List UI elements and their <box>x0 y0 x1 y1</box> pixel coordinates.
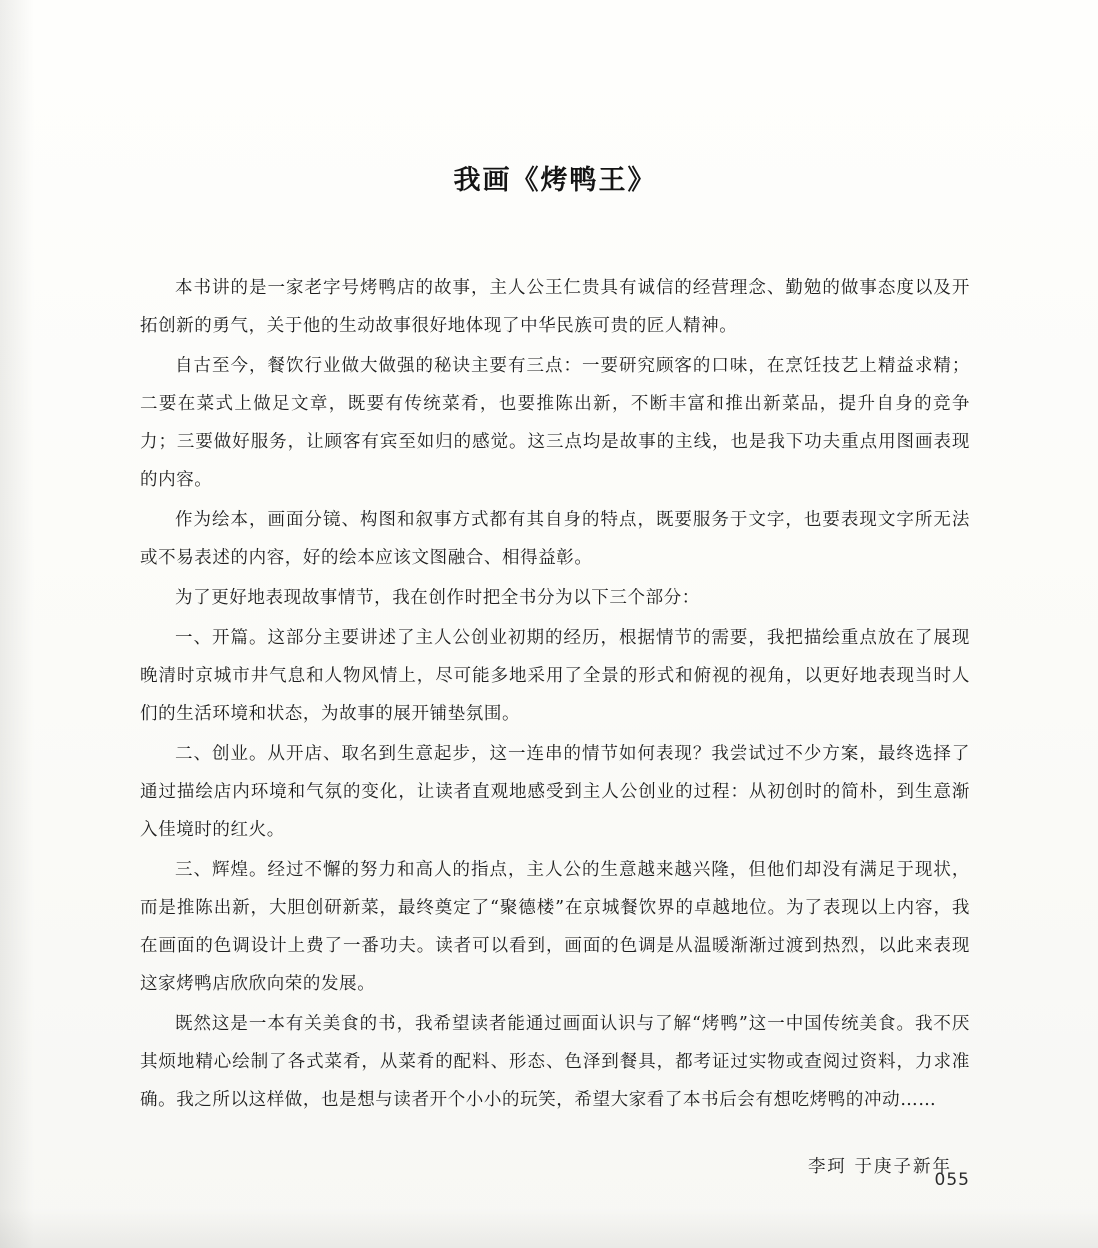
paragraph: 既然这是一本有关美食的书，我希望读者能通过画面认识与了解“烤鸭”这一中国传统美食。我不厌其烦地精心绘制了各式菜肴，从菜肴的配料、形态、色泽到餐具，都考证过实物或查阅过资料，力求准确。我之所以这样做，也是想与读者开个小小的玩笑，希望大家看了本书后会有想吃烤鸭的冲动…… <box>140 1014 970 1110</box>
paragraph: 本书讲的是一家老字号烤鸭店的故事，主人公王仁贵具有诚信的经营理念、勤勉的做事态度以及开拓创新的勇气，关于他的生动故事很好地体现了中华民族可贵的匠人精神。 <box>140 278 970 336</box>
paragraph: 为了更好地表现故事情节，我在创作时把全书分为以下三个部分： <box>175 588 700 608</box>
page-number: 055 <box>934 1170 970 1190</box>
paragraph: 三、辉煌。经过不懈的努力和高人的指点，主人公的生意越来越兴隆，但他们却没有满足于现状，而是推陈出新，大胆创研新菜，最终奠定了“聚德楼”在京城餐饮界的卓越地位。为了表现以上内容，我在画面的色调设计上费了一番功夫。读者可以看到，画面的色调是从温暖渐渐过渡到热烈，以此来表现这家烤鸭店欣欣向荣的发展。 <box>140 860 970 994</box>
page-edge-shadow-left <box>0 0 34 1248</box>
paragraph: 二、创业。从开店、取名到生意起步，这一连串的情节如何表现？我尝试过不少方案，最终选择了通过描绘店内环境和气氛的变化，让读者直观地感受到主人公创业的过程：从初创时的简朴，到生意渐入佳境时的红火。 <box>140 744 970 840</box>
paragraph: 一、开篇。这部分主要讲述了主人公创业初期的经历，根据情节的需要，我把描绘重点放在了展现晚清时京城市井气息和人物风情上，尽可能多地采用了全景的形式和俯视的视角，以更好地表现当时人们的生活环境和状态，为故事的展开铺垫氛围。 <box>140 628 970 724</box>
paragraph: 自古至今，餐饮行业做大做强的秘诀主要有三点：一要研究顾客的口味，在烹饪技艺上精益求精；二要在菜式上做足文章，既要有传统菜肴，也要推陈出新，不断丰富和推出新菜品，提升自身的竞争力；三要做好服务，让顾客有宾至如归的感觉。这三点均是故事的主线，也是我下功夫重点用图画表现的内容。 <box>140 356 970 490</box>
page-title: 我画《烤鸭王》 <box>453 165 657 196</box>
page-content-area <box>140 0 970 1248</box>
paragraph: 作为绘本，画面分镜、构图和叙事方式都有其自身的特点，既要服务于文字，也要表现文字所无法或不易表述的内容，好的绘本应该文图融合、相得益彰。 <box>140 510 970 568</box>
body-text <box>140 269 970 1119</box>
author-signature: 李珂 于庚子新年 <box>807 1157 952 1177</box>
